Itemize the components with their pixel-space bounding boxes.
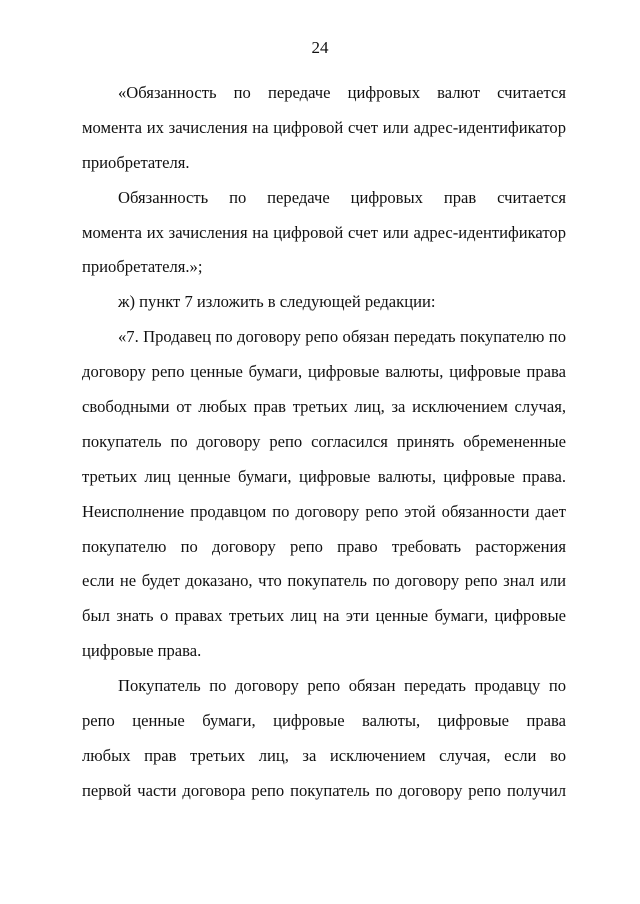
text-line: приобретателя. xyxy=(82,152,190,172)
text-line: «7. Продавец по договору репо обязан передать покупателю по xyxy=(118,327,566,347)
page-number: 24 xyxy=(311,38,329,57)
text-line: если не будет доказано, что покупатель по договору репо знал или xyxy=(82,571,566,591)
text-line: приобретателя.»; xyxy=(82,257,203,277)
text-line: покупателю по договору репо право требовать расторжения xyxy=(82,536,566,556)
text-line: ж) пункт 7 изложить в следующей редакции: xyxy=(118,292,436,312)
text-line: Обязанность по передаче цифровых прав считается xyxy=(118,187,566,207)
text-line: любых прав третьих лиц, за исключением случая, если во xyxy=(82,745,566,765)
text-line: был знать о правах третьих лиц на эти ценные бумаги, цифровые xyxy=(82,606,566,626)
text-line: цифровые права. xyxy=(82,641,202,661)
text-line: третьих лиц ценные бумаги, цифровые валюты, цифровые права. xyxy=(82,466,566,486)
text-line: момента их зачисления на цифровой счет или адрес-идентификатор xyxy=(82,222,566,242)
text-line: покупатель по договору репо согласился принять обремененные xyxy=(82,431,566,451)
text-line: договору репо ценные бумаги, цифровые валюты, цифровые права xyxy=(82,362,566,382)
text-line: Неисполнение продавцом по договору репо этой обязанности дает xyxy=(82,501,566,521)
text-line: свободными от любых прав третьих лиц, за исключением случая, xyxy=(82,397,566,417)
text-line: репо ценные бумаги, цифровые валюты, цифровые права xyxy=(82,711,566,731)
text-line: «Обязанность по передаче цифровых валют считается xyxy=(118,83,566,102)
text-line: первой части договора репо покупатель по договору репо получил xyxy=(82,780,566,800)
text-line: Покупатель по договору репо обязан передать продавцу по xyxy=(118,676,566,696)
text-line: момента их зачисления на цифровой счет или адрес-идентификатор xyxy=(82,117,566,137)
document-body xyxy=(82,76,566,809)
